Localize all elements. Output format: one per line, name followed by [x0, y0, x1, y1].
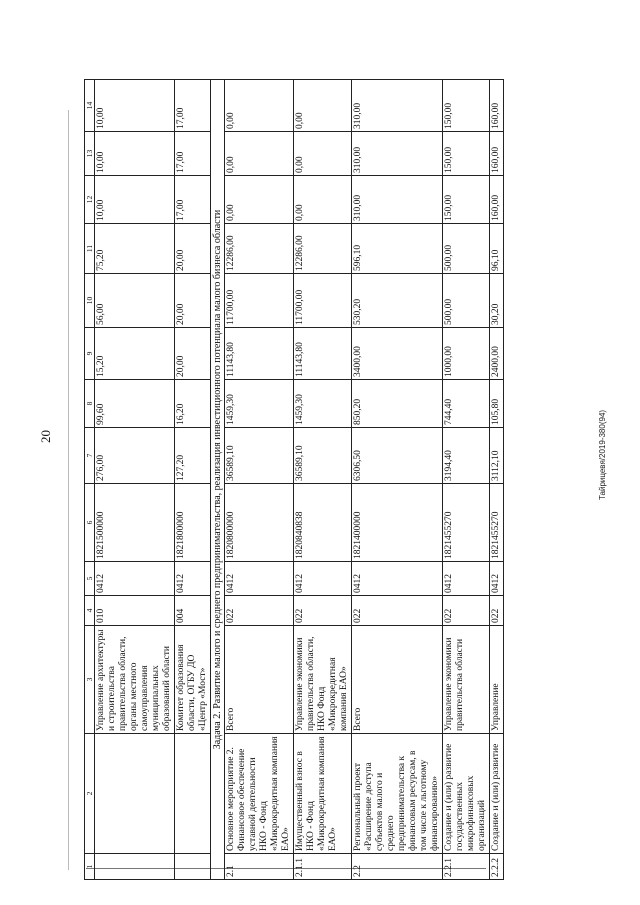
column-number-cell: 13: [85, 132, 95, 176]
column-number-cell: 6: [85, 484, 95, 562]
table-cell-c7: 36589,10: [225, 428, 294, 484]
table-cell-c10: 11700,00: [225, 274, 294, 328]
table-cell-c6: 1820800000: [225, 484, 294, 562]
table-cell-c4: 010: [95, 596, 175, 626]
table-cell-c4: 022: [294, 596, 352, 626]
table-cell-exec: Управление: [490, 626, 504, 734]
table-cell-c10: 11700,00: [294, 274, 352, 328]
column-number-cell: 14: [85, 80, 95, 132]
table-cell-c8: 1459,30: [294, 380, 352, 428]
table-cell-c14: 17,00: [175, 80, 211, 132]
table-row: [175, 80, 211, 880]
table-cell-name: [175, 734, 211, 854]
table-cell-c12: 0,00: [225, 176, 294, 224]
table-cell-c10: 30,20: [490, 274, 504, 328]
table-cell-c9: 20,00: [175, 328, 211, 380]
table-cell-c14: 160,00: [490, 80, 504, 132]
table-cell-c12: 150,00: [443, 176, 490, 224]
table-cell-id: 2.2.2: [490, 854, 504, 880]
table-row: [95, 80, 175, 880]
table-cell-name: Создание и (или) развитие: [490, 734, 504, 854]
budget-table: [84, 79, 504, 880]
table-cell-c12: 17,00: [175, 176, 211, 224]
table-cell-c13: 160,00: [490, 132, 504, 176]
table-cell-name: Основное мероприятие 2. Финансовое обеспечение уставной деятельности НКО - Фонд «Микрокредитная компания ЕАО»: [225, 734, 294, 854]
table-cell-c12: 10,00: [95, 176, 175, 224]
column-number-cell: 2: [85, 734, 95, 854]
table-cell-c13: 310,00: [352, 132, 443, 176]
table-cell-c8: 105,80: [490, 380, 504, 428]
table-cell-c9: 1000,00: [443, 328, 490, 380]
table-cell-c9: 2400,00: [490, 328, 504, 380]
table-cell-c6: 1820840838: [294, 484, 352, 562]
table-cell-c13: 10,00: [95, 132, 175, 176]
table-cell-exec: Всего: [352, 626, 443, 734]
task-title-row: [211, 80, 225, 880]
table-cell-c8: 1459,30: [225, 380, 294, 428]
column-number-cell: 4: [85, 596, 95, 626]
table-cell-c6: 1821800000: [175, 484, 211, 562]
table-cell-c13: 17,00: [175, 132, 211, 176]
column-number-cell: 11: [85, 224, 95, 274]
table-cell-id: [95, 854, 175, 880]
table-cell-c8: 16,20: [175, 380, 211, 428]
table-cell-id: 2.2: [352, 854, 443, 880]
table-cell-c10: 530,20: [352, 274, 443, 328]
table-cell-c5: 0412: [352, 562, 443, 596]
table-cell-c14: 0,00: [225, 80, 294, 132]
column-number-cell: 5: [85, 562, 95, 596]
column-number-cell: 7: [85, 428, 95, 484]
table-cell-c6: 1821455270: [443, 484, 490, 562]
table-cell-c8: 744,40: [443, 380, 490, 428]
table-cell-c14: 10,00: [95, 80, 175, 132]
budget-table-rotated: [84, 80, 612, 880]
table-cell-exec: Комитет образования области, ОГБУ ДО «Центр «Мост»: [175, 626, 211, 734]
table-cell-c9: 11143,80: [225, 328, 294, 380]
table-cell-c6: 1821455270: [490, 484, 504, 562]
table-cell-c4: 022: [490, 596, 504, 626]
table-cell-c7: 6306,50: [352, 428, 443, 484]
table-cell-name: Создание и (или) развитие государственных микрофинансовых организаций: [443, 734, 490, 854]
column-number-cell: 8: [85, 380, 95, 428]
table-cell-c12: 0,00: [294, 176, 352, 224]
table-cell-exec: Всего: [225, 626, 294, 734]
table-cell-c13: 150,00: [443, 132, 490, 176]
table-cell-exec: Управление экономики правительства области, НКО Фонд «Микрокредитная компания ЕАО»: [294, 626, 352, 734]
table-cell-id: [175, 854, 211, 880]
table-cell-c14: 150,00: [443, 80, 490, 132]
table-cell-exec: Управление экономики правительства области: [443, 626, 490, 734]
table-cell-name: Имущественный взнос в НКО - Фонд «Микрокредитная компания ЕАО»: [294, 734, 352, 854]
table-cell-c13: 0,00: [294, 132, 352, 176]
task-title-cell: Задача 2. Развитие малого и среднего предпринимательства, реализация инвестиционного потенциала малого бизнеса области: [211, 80, 225, 880]
table-cell-c11: 96,10: [490, 224, 504, 274]
table-cell-c4: 022: [225, 596, 294, 626]
table-header-row: [85, 80, 95, 880]
table-cell-c10: 20,00: [175, 274, 211, 328]
column-number-cell: 12: [85, 176, 95, 224]
table-cell-c11: 12286,00: [294, 224, 352, 274]
table-cell-id: 2.1.1: [294, 854, 352, 880]
table-cell-id: 2.1: [225, 854, 294, 880]
table-cell-c4: 022: [443, 596, 490, 626]
table-row: [490, 80, 504, 880]
table-cell-c11: 75,20: [95, 224, 175, 274]
table-cell-c7: 36589,10: [294, 428, 352, 484]
table-cell-c11: 20,00: [175, 224, 211, 274]
table-cell-c10: 500,00: [443, 274, 490, 328]
column-number-cell: 1: [85, 854, 95, 880]
table-cell-name: [95, 734, 175, 854]
table-cell-c5: 0412: [294, 562, 352, 596]
table-cell-c14: 0,00: [294, 80, 352, 132]
table-cell-c6: 1821400000: [352, 484, 443, 562]
table-cell-c8: 99,60: [95, 380, 175, 428]
column-number-cell: 10: [85, 274, 95, 328]
table-cell-name: Региональный проект «Расширение доступа субъектов малого и среднего предпринимательства к финансовым ресурсам, в том числе к льготному финансированию»: [352, 734, 443, 854]
table-cell-c5: 0412: [225, 562, 294, 596]
table-cell-c14: 310,00: [352, 80, 443, 132]
table-cell-c8: 850,20: [352, 380, 443, 428]
table-cell-c10: 56,00: [95, 274, 175, 328]
table-row: [294, 80, 352, 880]
table-cell-c9: 11143,80: [294, 328, 352, 380]
table-cell-c11: 596,10: [352, 224, 443, 274]
table-cell-c12: 310,00: [352, 176, 443, 224]
table-cell-c5: 0412: [443, 562, 490, 596]
table-cell-id: 2.2.1: [443, 854, 490, 880]
table-cell-exec: Управление архитектуры и строительства правительства области, органы местного самоуправления муниципальных образований области: [95, 626, 175, 734]
scan-margin-line: [68, 110, 69, 870]
table-cell-c7: 3194,40: [443, 428, 490, 484]
table-row: [352, 80, 443, 880]
table-cell-c5: 0412: [95, 562, 175, 596]
table-cell-c13: 0,00: [225, 132, 294, 176]
table-cell-c7: 276,00: [95, 428, 175, 484]
page-number: 20: [38, 430, 53, 443]
column-number-cell: 9: [85, 328, 95, 380]
table-cell-c11: 500,00: [443, 224, 490, 274]
table-row: [443, 80, 490, 880]
table-cell-c9: 3400,00: [352, 328, 443, 380]
table-cell-c5: 0412: [490, 562, 504, 596]
table-row: [225, 80, 294, 880]
table-cell-c5: 0412: [175, 562, 211, 596]
table-cell-c7: 3112,10: [490, 428, 504, 484]
table-cell-c7: 127,20: [175, 428, 211, 484]
table-cell-c12: 160,00: [490, 176, 504, 224]
table-cell-c11: 12286,00: [225, 224, 294, 274]
document-stamp: Тайрицевя/2019-380(94): [598, 409, 607, 500]
table-cell-c4: 004: [175, 596, 211, 626]
table-cell-c6: 1821500000: [95, 484, 175, 562]
table-cell-c4: 022: [352, 596, 443, 626]
column-number-cell: 3: [85, 626, 95, 734]
table-cell-c9: 15,20: [95, 328, 175, 380]
